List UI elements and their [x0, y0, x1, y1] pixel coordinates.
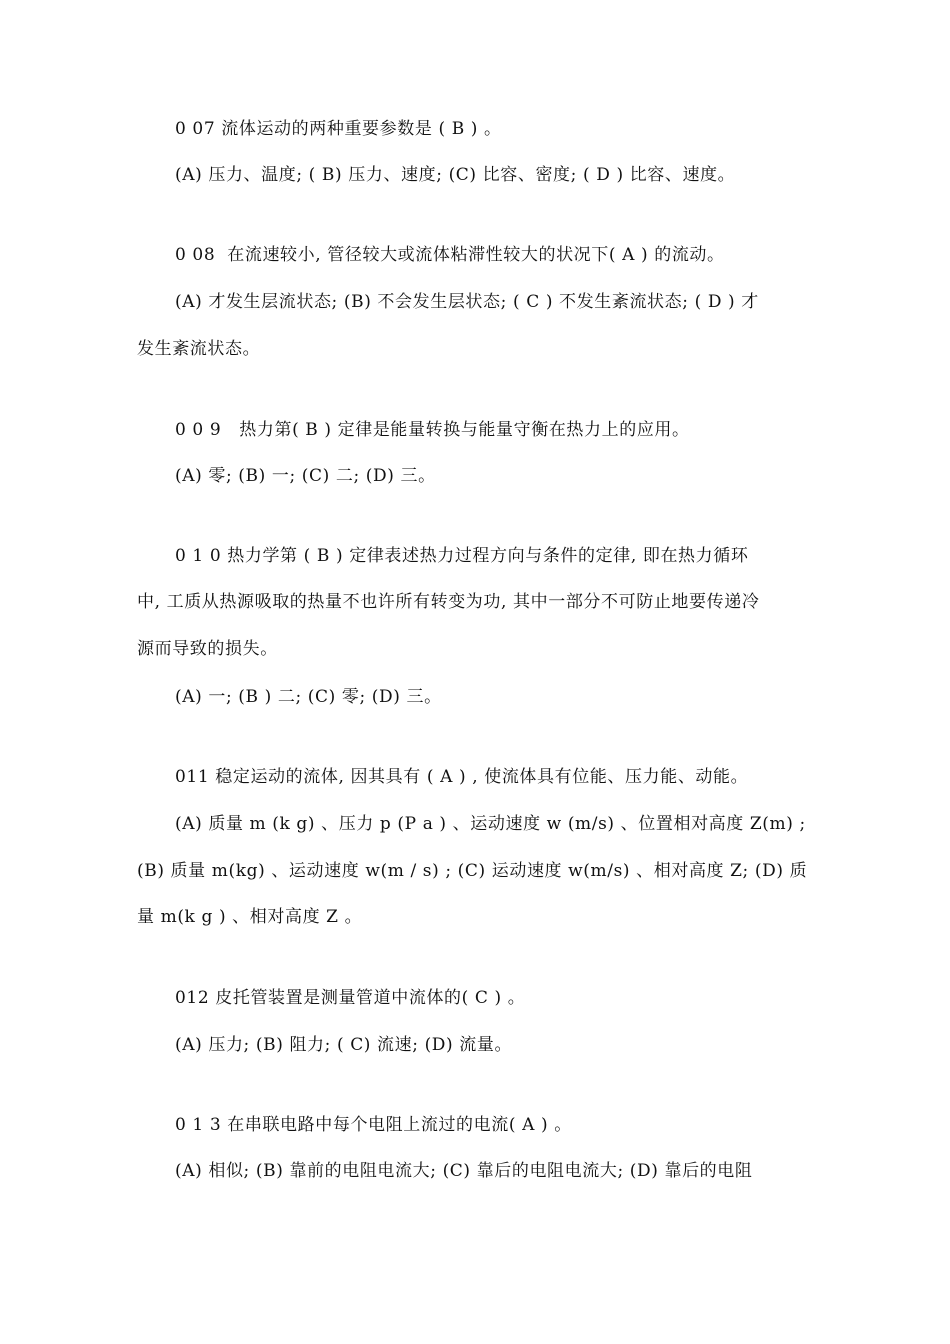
question-008-stem: 0 08 在流速较小, 管径较大或流体粘滞性较大的状况下( A ) 的流动。: [175, 245, 725, 265]
question-009-stem: 0 0 9 热力第( B ) 定律是能量转换与能量守衡在热力上的应用。: [175, 420, 690, 440]
question-007-options: (A) 压力、温度; ( B) 压力、速度; (C) 比容、密度; ( D ) 比容、速度。: [175, 165, 736, 185]
question-012-options: (A) 压力; (B) 阻力; ( C) 流速; (D) 流量。: [175, 1035, 513, 1055]
question-013-options-line1: (A) 相似; (B) 靠前的电阻电流大; (C) 靠后的电阻电流大; (D) 靠后的电阻: [175, 1161, 753, 1181]
question-009-options: (A) 零; (B) 一; (C) 二; (D) 三。: [175, 466, 436, 486]
question-008-options-line1: (A) 才发生层流状态; (B) 不会发生层状态; ( C ) 不发生紊流状态; ( D ) 才: [175, 292, 759, 312]
question-011-options-line1: (A) 质量 m (k g) 、压力 p (P a ) 、运动速度 w (m/s) 、位置相对高度 Z(m) ;: [175, 814, 806, 834]
question-013-stem: 0 1 3 在串联电路中每个电阻上流过的电流( A ) 。: [175, 1115, 572, 1135]
question-011-options-line2: (B) 质量 m(kg) 、运动速度 w(m / s) ; (C) 运动速度 w(m/s) 、相对高度 Z; (D) 质: [137, 861, 808, 881]
question-012-stem: 012 皮托管装置是测量管道中流体的( C ) 。: [175, 988, 526, 1008]
question-010-stem-line2: 中, 工质从热源吸取的热量不也许所有转变为功, 其中一部分不可防止地要传递冷: [137, 592, 760, 612]
question-010-stem-line3: 源而导致的损失。: [137, 639, 278, 659]
question-010-options: (A) 一; (B ) 二; (C) 零; (D) 三。: [175, 687, 442, 707]
question-011-options-line3: 量 m(k g ) 、相对高度 Z 。: [137, 907, 363, 927]
question-008-options-line2: 发生紊流状态。: [137, 339, 261, 359]
question-007-stem: 0 07 流体运动的两种重要参数是 ( B ) 。: [175, 119, 502, 139]
question-010-stem-line1: 0 1 0 热力学第 ( B ) 定律表述热力过程方向与条件的定律, 即在热力循环: [175, 546, 749, 566]
question-011-stem: 011 稳定运动的流体, 因其具有 ( A ) , 使流体具有位能、压力能、动能。: [175, 767, 749, 787]
